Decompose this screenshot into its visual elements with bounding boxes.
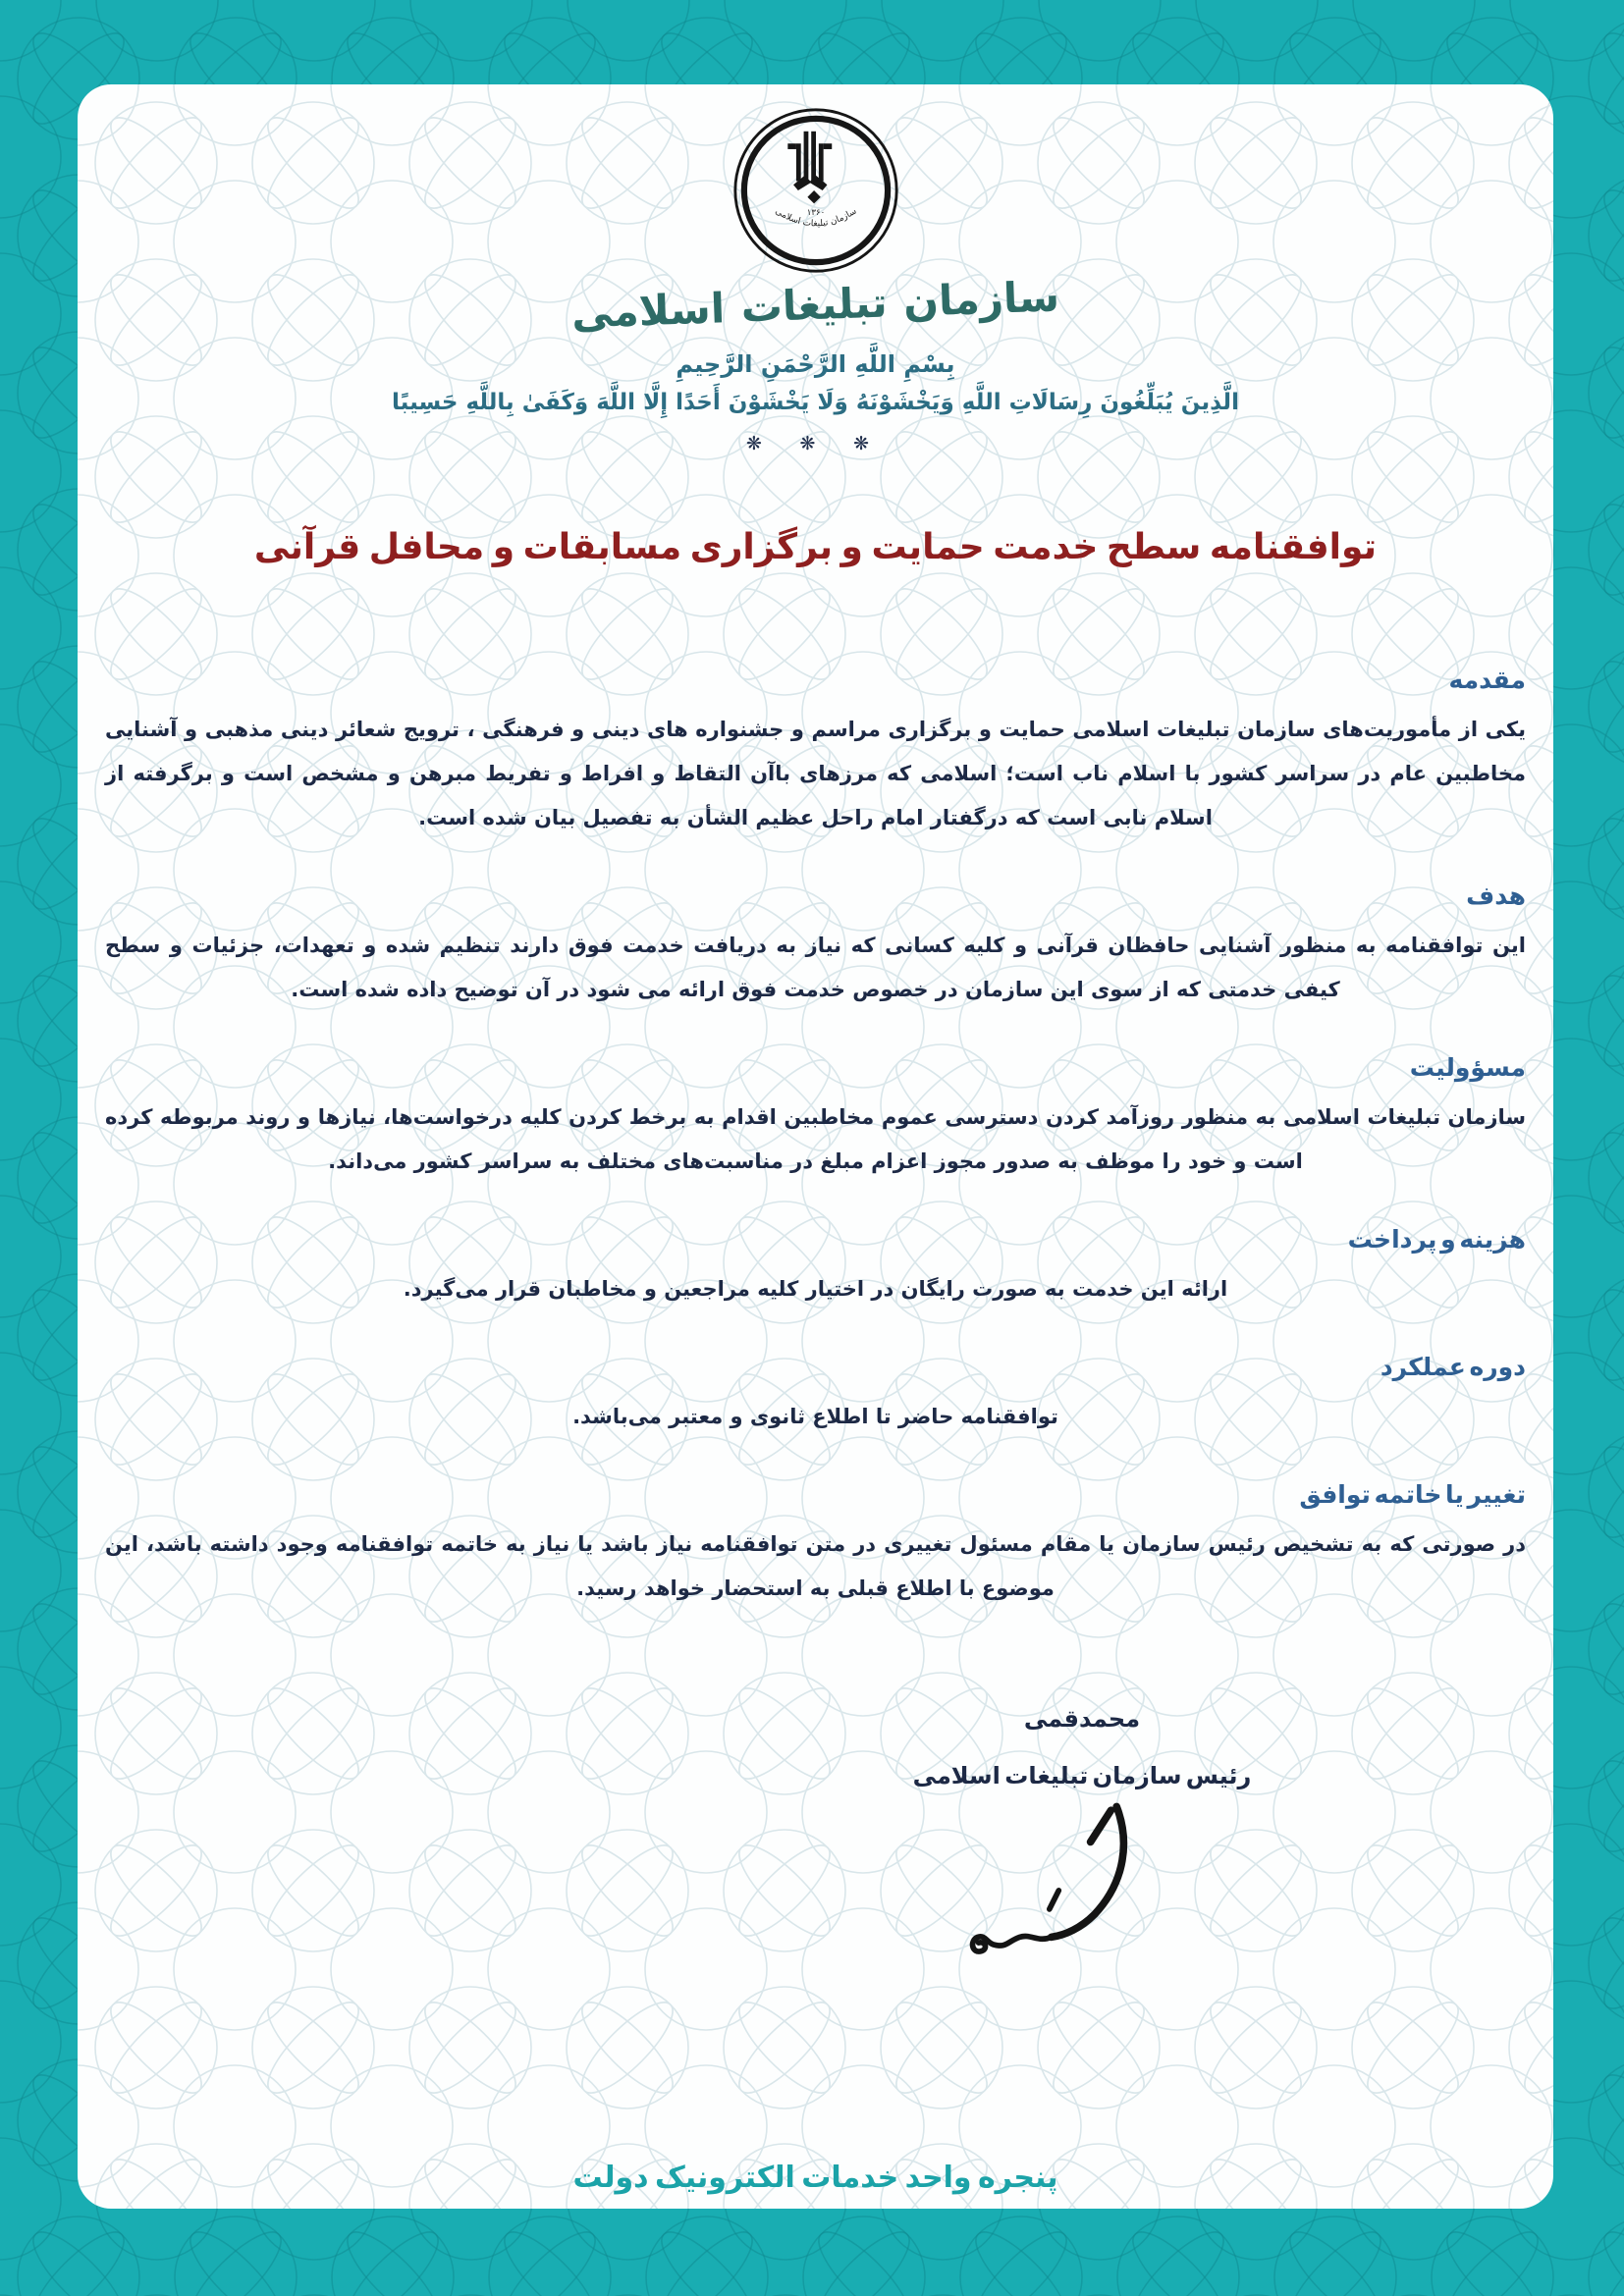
section-heading: هزینه و پرداخت bbox=[1347, 1225, 1526, 1254]
section-heading: تغییر یا خاتمه توافق bbox=[1299, 1480, 1526, 1509]
section-body: ارائه این خدمت به صورت رایگان در اختیار کلیه مراجعین و مخاطبان قرار می‌گیرد. bbox=[403, 1277, 1228, 1301]
page-title: توافقنامه سطح خدمت حمایت و برگزاری مسابقات و محافل قرآنی bbox=[253, 527, 1378, 567]
section-responsibility bbox=[105, 1053, 1526, 1184]
divider-asterisks: ❋ ❋ ❋ bbox=[746, 433, 885, 454]
section-change-termination bbox=[105, 1480, 1526, 1611]
section-heading: مسؤولیت bbox=[1409, 1053, 1526, 1082]
seal-text: سازمان تبلیغات اسلامی bbox=[773, 206, 858, 230]
document-content bbox=[78, 84, 1553, 2209]
organization-seal-icon bbox=[731, 106, 900, 275]
signatory-role: رئیس سازمان تبلیغات اسلامی bbox=[912, 1762, 1252, 1789]
section-body: توافقنامه حاضر تا اطلاع ثانوی و معتبر می‌باشد. bbox=[572, 1405, 1058, 1428]
section-body: در صورتی که به تشخیص رئیس سازمان یا مقام مسئول تغییری در متن توافقنامه نیاز باشد یا نیاز به خاتمه توافقنامه وجود داشته باشد، این موضوع با اطلاع قبلی به استحضار خواهد رسید. bbox=[105, 1532, 1526, 1600]
organization-logo bbox=[105, 106, 1526, 275]
section-introduction bbox=[105, 666, 1526, 840]
signatory-name: محمدقمی bbox=[1023, 1705, 1141, 1733]
quran-verse-text: الَّذِينَ يُبَلِّغُونَ رِسَالَاتِ اللَّهِ وَيَخْشَوْنَهُ وَلَا يَخْشَوْنَ أَحَدًا إِلَّا اللَّهَ وَكَفَىٰ بِاللَّهِ حَسِيبًا bbox=[392, 390, 1239, 415]
seal-year: ۱۳۶۰ bbox=[806, 207, 825, 218]
allah-kufi-glyph bbox=[787, 132, 832, 204]
section-heading: دوره عملکرد bbox=[1380, 1353, 1526, 1381]
section-body: این توافقنامه به منظور آشنایی حافظان قرآنی و کلیه کسانی که نیاز به دریافت خدمت فوق دارند تنظیم شده و تعهدات، جزئیات و سطح کیفی خدمتی که از سوی این سازمان در خصوص خدمت فوق ارائه می شود در آن توضیح داده شده است. bbox=[105, 934, 1526, 1001]
section-body: یکی از مأموریت‌های سازمان تبلیغات اسلامی حمایت و برگزاری مراسم و جشنواره های دینی و فرهنگی ، ترویج شعائر دینی مذهبی و آشنایی مخاطبین عام در سراسر کشور با اسلام ناب است؛ اسلامی که مرزهای باآن التقاط و افراط و تفریط مبرهن و مشخص است و برگرفته از اسلام نابی است که درگفتار امام راحل عظیم الشأن به تفصیل بیان شده است. bbox=[105, 718, 1526, 829]
bismillah-text: بِسْمِ اللَّهِ الرَّحْمَنِ الرَّحِيمِ bbox=[676, 350, 955, 378]
section-heading: مقدمه bbox=[1448, 666, 1526, 694]
footer-label: پنجره واحد خدمات الکترونیک دولت bbox=[572, 2161, 1058, 2195]
signature-block bbox=[876, 1705, 1288, 1986]
section-goal bbox=[105, 881, 1526, 1012]
handwritten-signature bbox=[858, 1795, 1271, 1986]
section-cost-payment bbox=[105, 1225, 1526, 1311]
section-performance-period bbox=[105, 1353, 1526, 1439]
section-body: سازمان تبلیغات اسلامی به منظور روزآمد کردن دسترسی عموم مخاطبین اقدام به برخط کردن کلیه درخواست‌ها، نیازها و روند مربوطه کرده است و خود را موظف به صدور مجوز اعزام مبلغ در مناسبت‌های مختلف به سراسر کشور می‌داند. bbox=[105, 1105, 1526, 1173]
section-heading: هدف bbox=[1466, 881, 1526, 910]
document-panel bbox=[78, 84, 1553, 2209]
signature-scrawl-icon bbox=[947, 1795, 1182, 1982]
organization-calligraphy: سازمان تبلیغات اسلامی bbox=[570, 272, 1060, 338]
